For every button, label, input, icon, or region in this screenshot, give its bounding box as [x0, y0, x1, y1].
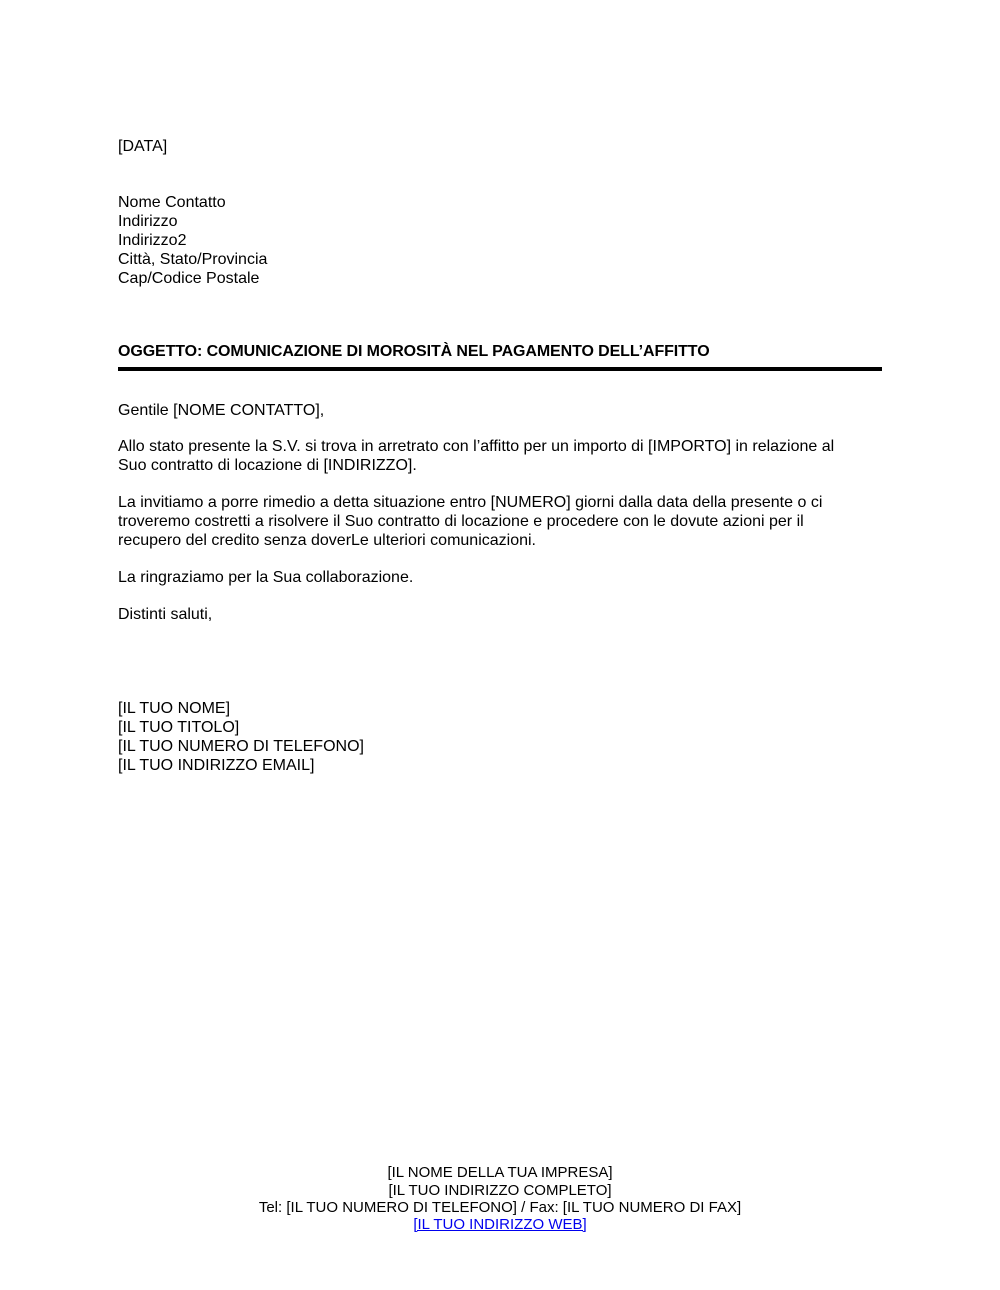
body-line: La invitiamo a porre rimedio a detta situazione entro [NUMERO] giorni dalla data della presente o ci: [118, 494, 823, 511]
body-paragraph-3: La ringraziamo per la Sua collaborazione.: [118, 569, 414, 586]
signature-name: [IL TUO NOME]: [118, 700, 231, 717]
date: [DATA]: [118, 138, 168, 155]
recipient-address: Indirizzo: [118, 213, 178, 230]
footer-company-name: [IL NOME DELLA TUA IMPRESA]: [387, 1164, 613, 1181]
closing: Distinti saluti,: [118, 606, 213, 623]
body-line: Allo stato presente la S.V. si trova in arretrato con l’affitto per un importo di [IMPORTO] in relazione al: [118, 438, 835, 455]
body-line: Suo contratto di locazione di [INDIRIZZO].: [118, 457, 417, 474]
signature-title: [IL TUO TITOLO]: [118, 719, 240, 736]
subject-divider: [118, 367, 882, 371]
footer-web-row: [0, 1216, 1000, 1234]
footer-web-link[interactable]: [IL TUO INDIRIZZO WEB]: [413, 1216, 587, 1233]
salutation: Gentile [NOME CONTATTO],: [118, 402, 325, 419]
recipient-postal-code: Cap/Codice Postale: [118, 270, 260, 287]
body-line: troveremo costretti a risolvere il Suo contratto di locazione e procedere con le dovute azioni per il: [118, 513, 804, 530]
signature-email: [IL TUO INDIRIZZO EMAIL]: [118, 757, 315, 774]
recipient-name: Nome Contatto: [118, 194, 226, 211]
recipient-address2: Indirizzo2: [118, 232, 187, 249]
body-line: recupero del credito senza doverLe ulteriori comunicazioni.: [118, 532, 536, 549]
footer-address: [IL TUO INDIRIZZO COMPLETO]: [388, 1182, 612, 1199]
signature-phone: [IL TUO NUMERO DI TELEFONO]: [118, 738, 364, 755]
recipient-city: Città, Stato/Provincia: [118, 251, 268, 268]
footer-contact: Tel: [IL TUO NUMERO DI TELEFONO] / Fax: [IL TUO NUMERO DI FAX]: [258, 1199, 742, 1216]
subject-line: OGGETTO: COMUNICAZIONE DI MOROSITÀ NEL PAGAMENTO DELL’AFFITTO: [118, 343, 710, 360]
